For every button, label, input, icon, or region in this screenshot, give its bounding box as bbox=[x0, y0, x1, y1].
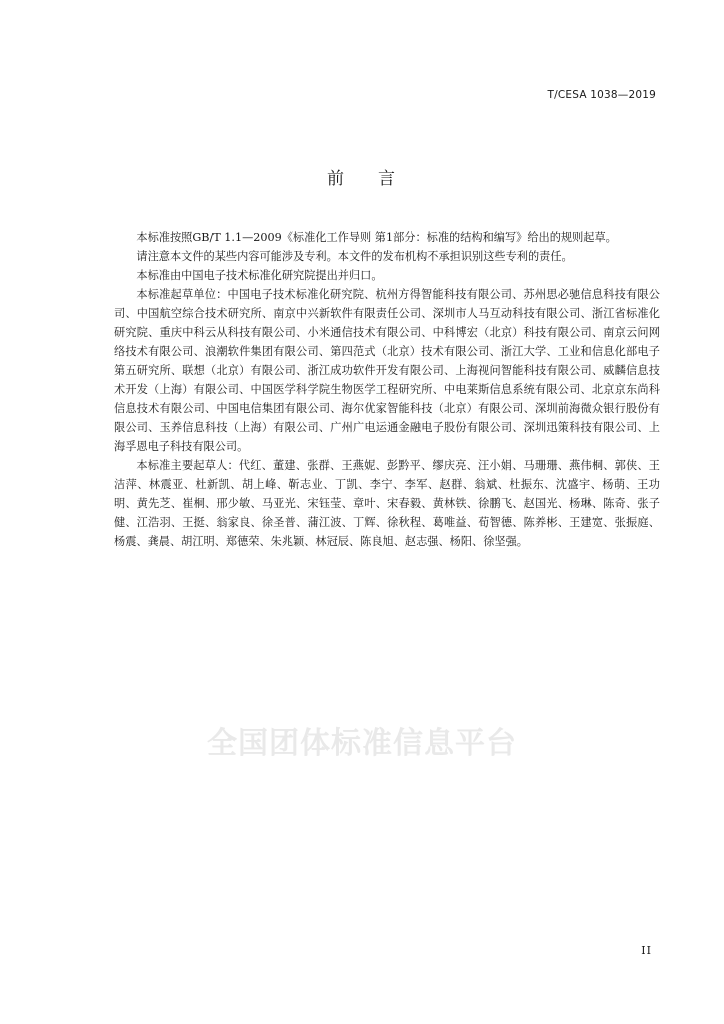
foreword-body bbox=[114, 228, 660, 551]
paragraph-drafting-rules: 本标准按照GB/T 1.1—2009《标准化工作导则 第1部分：标准的结构和编写》给出的规则起草。 bbox=[136, 231, 617, 244]
page-title: 前言 bbox=[327, 169, 429, 189]
paragraph-proposer: 本标准由中国电子技术标准化研究院提出并归口。 bbox=[136, 269, 383, 282]
paragraph-drafting-units: 本标准起草单位：中国电子技术标准化研究院、杭州方得智能科技有限公司、苏州思必驰信息科技有限公司、中国航空综合技术研究所、南京中兴新软件有限责任公司、深圳市人马互动科技有限公司、浙江省标准化研究院、重庆中科云从科技有限公司、小米通信技术有限公司、中科博宏（北京）科技有限公司、南京云问网络技术有限公司、浪潮软件集团有限公司、第四范式（北京）技术有限公司、浙江大学、工业和信息化部电子第五研究所、联想（北京）有限公司、浙江成功软件开发有限公司、上海视问智能科技有限公司、威麟信息技术开发（上海）有限公司、中国医学科学院生物医学工程研究所、中电莱斯信息系统有限公司、北京京东尚科信息技术有限公司、中国电信集团有限公司、海尔优家智能科技（北京）有限公司、深圳前海微众银行股份有限公司、玉养信息科技（上海）有限公司、广州广电运通金融电子股份有限公司、深圳迅策科技有限公司、上海孚恩电子科技有限公司。 bbox=[114, 288, 660, 453]
page-number: II bbox=[641, 944, 652, 957]
watermark: 全国团体标准信息平台 bbox=[207, 726, 517, 761]
paragraph-patent-notice: 请注意本文件的某些内容可能涉及专利。本文件的发布机构不承担识别这些专利的责任。 bbox=[136, 250, 573, 263]
paragraph-drafters: 本标准主要起草人：代红、董建、张群、王燕妮、彭黔平、缪庆亮、汪小娟、马珊珊、燕伟桐、郭侠、王洁萍、林震亚、杜新凯、胡上峰、靳志业、丁凯、李宁、李军、赵群、翁斌、杜振东、沈盛宇、杨萌、王功明、黄先芝、崔桐、邢少敏、马亚光、宋钰莹、章叶、宋春毅、黄林铁、徐鹏飞、赵国光、杨琳、陈奇、张子健、江浩羽、王挺、翁家良、徐圣普、蒲江波、丁辉、徐秋程、葛唯益、荀智德、陈养彬、王建宽、张振庭、杨震、龚晨、胡江明、郑德荣、朱兆颖、林冠辰、陈良旭、赵志强、杨阳、徐坚强。 bbox=[114, 459, 660, 548]
document-code: T/CESA 1038—2019 bbox=[547, 89, 656, 101]
